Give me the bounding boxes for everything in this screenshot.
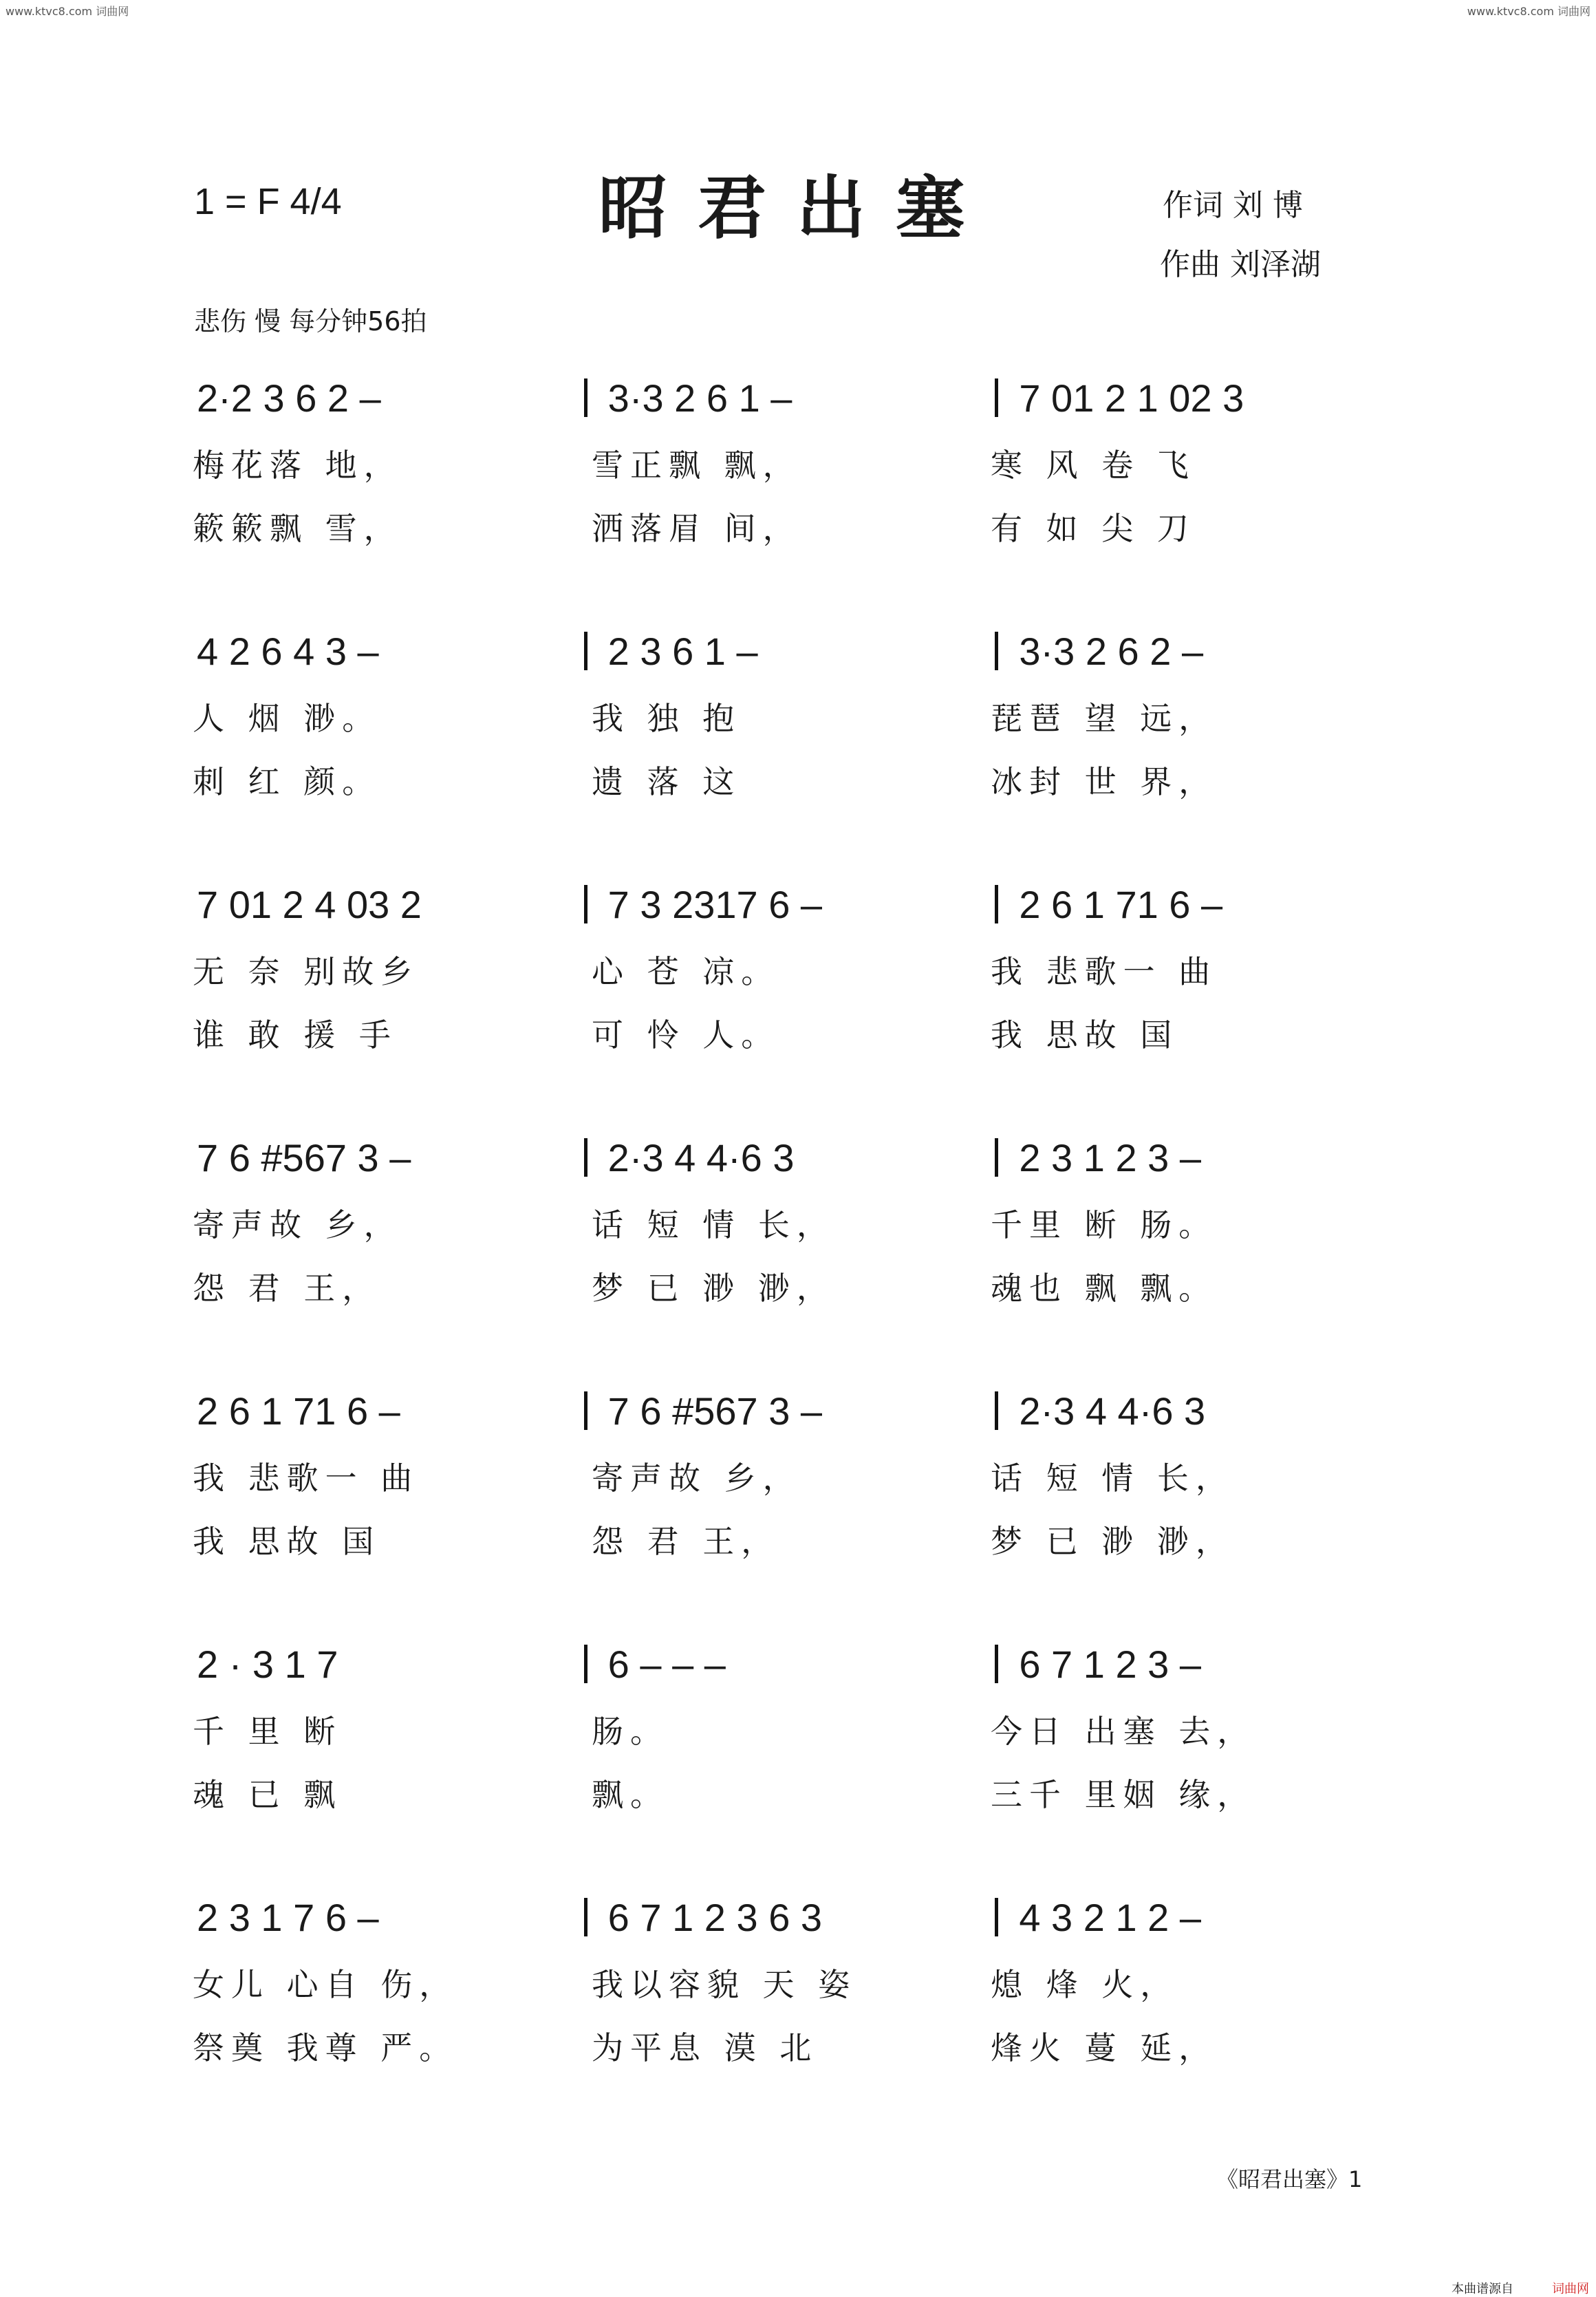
lyric-segment: 话 短 情 长， [592, 1206, 835, 1243]
lyric-segment: 梅花落 地， [193, 447, 402, 484]
bar-line [584, 1391, 587, 1430]
lyric-segment: 梦 已 渺 渺， [991, 1523, 1234, 1560]
notation-row [193, 1897, 1390, 1938]
lyrics-verse-2 [193, 2023, 1390, 2069]
lyric-segment: 我 独 抱 [592, 700, 742, 737]
lyric-segment: 人 烟 渺。 [193, 700, 381, 737]
lyrics-verse-1 [193, 947, 1390, 992]
lyric-segment: 刺 红 颜。 [193, 763, 381, 800]
lyric-segment: 怨 君 王， [193, 1270, 381, 1307]
site-watermark-right: www.ktvc8.com 词曲网 [1467, 5, 1590, 18]
measure: 7 3 2317 6 – [607, 882, 823, 926]
page-title: 昭君出塞 [598, 167, 995, 248]
measure: 4 3 2 1 2 – [1019, 1895, 1202, 1939]
measure: 2 · 3 1 7 [197, 1642, 338, 1686]
lyric-segment: 为平息 漠 北 [592, 2029, 819, 2066]
measure: 6 – – – [607, 1642, 726, 1686]
notation-row [193, 377, 1390, 418]
lyric-segment: 魂 已 飘 [193, 1776, 343, 1813]
lyrics-verse-1 [193, 1707, 1390, 1752]
bar-line [584, 632, 587, 670]
tempo-marking: 悲伤 慢 每分钟56拍 [194, 306, 427, 336]
lyricist-credit: 作词 刘 博 [1163, 188, 1303, 223]
bar-line [995, 378, 998, 417]
measure: 2·2 3 6 2 – [197, 376, 381, 420]
measure: 2 3 1 7 6 – [197, 1895, 379, 1939]
score-system [193, 629, 1390, 800]
lyric-segment: 心 苍 凉。 [592, 953, 780, 990]
bar-line [995, 1138, 998, 1177]
lyric-segment: 有 如 尖 刀 [991, 510, 1196, 547]
lyrics-verse-2 [193, 1010, 1390, 1056]
bar-line [995, 1391, 998, 1430]
lyric-segment: 烽火 蔓 延， [991, 2029, 1218, 2066]
lyric-segment: 我 思故 国 [991, 1016, 1179, 1054]
page-number-label: 《昭君出塞》1 [1216, 2166, 1363, 2192]
lyrics-verse-1 [193, 1960, 1390, 2005]
lyrics-verse-1 [193, 440, 1390, 486]
bar-line [995, 632, 998, 670]
notation-row [193, 884, 1390, 925]
score-system [193, 1895, 1390, 2066]
lyric-segment: 寄声故 乡， [592, 1460, 801, 1497]
composer-credit: 作曲 刘泽湖 [1160, 247, 1321, 282]
lyric-segment: 无 奈 别故乡 [193, 953, 420, 990]
lyrics-verse-2 [193, 757, 1390, 802]
lyric-segment: 肠。 [592, 1713, 669, 1750]
lyric-segment: 三千 里姻 缘， [991, 1776, 1256, 1813]
source-site: 词曲网 [1552, 2282, 1589, 2296]
lyrics-verse-1 [193, 1200, 1390, 1246]
lyric-segment: 飘。 [592, 1776, 669, 1813]
lyric-segment: 熄 烽 火， [991, 1966, 1179, 2003]
lyrics-verse-2 [193, 1770, 1390, 1815]
notation-row [193, 1390, 1390, 1431]
notation-row [193, 1643, 1390, 1685]
lyric-segment: 我以容貌 天 姿 [592, 1966, 857, 2003]
score-system [193, 1642, 1390, 1813]
bar-line [584, 1138, 587, 1177]
lyric-segment: 可 怜 人。 [592, 1016, 780, 1054]
lyric-segment: 雪正飘 飘， [592, 447, 801, 484]
notation-row [193, 1137, 1390, 1178]
site-watermark-left: www.ktvc8.com 词曲网 [6, 5, 129, 18]
measure: 7 6 #567 3 – [197, 1135, 411, 1179]
measure: 7 01 2 4 03 2 [197, 882, 422, 926]
lyric-segment: 祭奠 我尊 严。 [193, 2029, 458, 2066]
lyrics-verse-2 [193, 1517, 1390, 1562]
bar-line [995, 1645, 998, 1683]
measure: 2·3 4 4·6 3 [1019, 1389, 1206, 1433]
score-system [193, 882, 1390, 1054]
lyric-segment: 梦 已 渺 渺， [592, 1270, 835, 1307]
lyrics-verse-1 [193, 1453, 1390, 1499]
bar-line [584, 885, 587, 923]
lyric-segment: 遗 落 这 [592, 763, 742, 800]
measure: 7 01 2 1 02 3 [1019, 376, 1244, 420]
lyric-segment: 我 悲歌一 曲 [193, 1460, 420, 1497]
lyric-segment: 话 短 情 长， [991, 1460, 1234, 1497]
measure: 7 6 #567 3 – [607, 1389, 823, 1433]
lyrics-verse-1 [193, 694, 1390, 739]
key-signature: 1 = F 4/4 [194, 181, 342, 222]
lyric-segment: 寒 风 卷 飞 [991, 447, 1196, 484]
bar-line [995, 885, 998, 923]
measure: 2 3 6 1 – [607, 629, 758, 673]
lyrics-verse-2 [193, 1263, 1390, 1309]
notation-row [193, 630, 1390, 672]
bar-line [584, 1898, 587, 1936]
lyric-segment: 千 里 断 [193, 1713, 343, 1750]
measure: 3·3 2 6 2 – [1019, 629, 1204, 673]
lyric-segment: 簌簌飘 雪， [193, 510, 402, 547]
lyric-segment: 女儿 心自 伤， [193, 1966, 458, 2003]
score-system [193, 1389, 1390, 1560]
measure: 3·3 2 6 1 – [607, 376, 792, 420]
lyric-segment: 谁 敢 援 手 [193, 1016, 398, 1054]
source-label: 本曲谱源自 [1452, 2282, 1513, 2296]
lyric-segment: 魂也 飘 飘。 [991, 1270, 1218, 1307]
measure: 2 6 1 71 6 – [197, 1389, 400, 1433]
measure: 6 7 1 2 3 6 3 [607, 1895, 823, 1939]
lyric-segment: 今日 出塞 去， [991, 1713, 1256, 1750]
measure: 2·3 4 4·6 3 [607, 1135, 795, 1179]
score-system [193, 376, 1390, 547]
measure: 6 7 1 2 3 – [1019, 1642, 1202, 1686]
lyric-segment: 寄声故 乡， [193, 1206, 402, 1243]
bar-line [995, 1898, 998, 1936]
score-system [193, 1135, 1390, 1307]
bar-line [584, 378, 587, 417]
lyric-segment: 我 悲歌一 曲 [991, 953, 1218, 990]
bar-line [584, 1645, 587, 1683]
lyrics-verse-2 [193, 504, 1390, 549]
measure: 2 3 1 2 3 – [1019, 1135, 1202, 1179]
lyric-segment: 我 思故 国 [193, 1523, 381, 1560]
lyric-segment: 怨 君 王， [592, 1523, 780, 1560]
lyric-segment: 洒落眉 间， [592, 510, 801, 547]
lyric-segment: 琵琶 望 远， [991, 700, 1218, 737]
lyric-segment: 冰封 世 界， [991, 763, 1218, 800]
measure: 2 6 1 71 6 – [1019, 882, 1223, 926]
measure: 4 2 6 4 3 – [197, 629, 379, 673]
lyric-segment: 千里 断 肠。 [991, 1206, 1218, 1243]
